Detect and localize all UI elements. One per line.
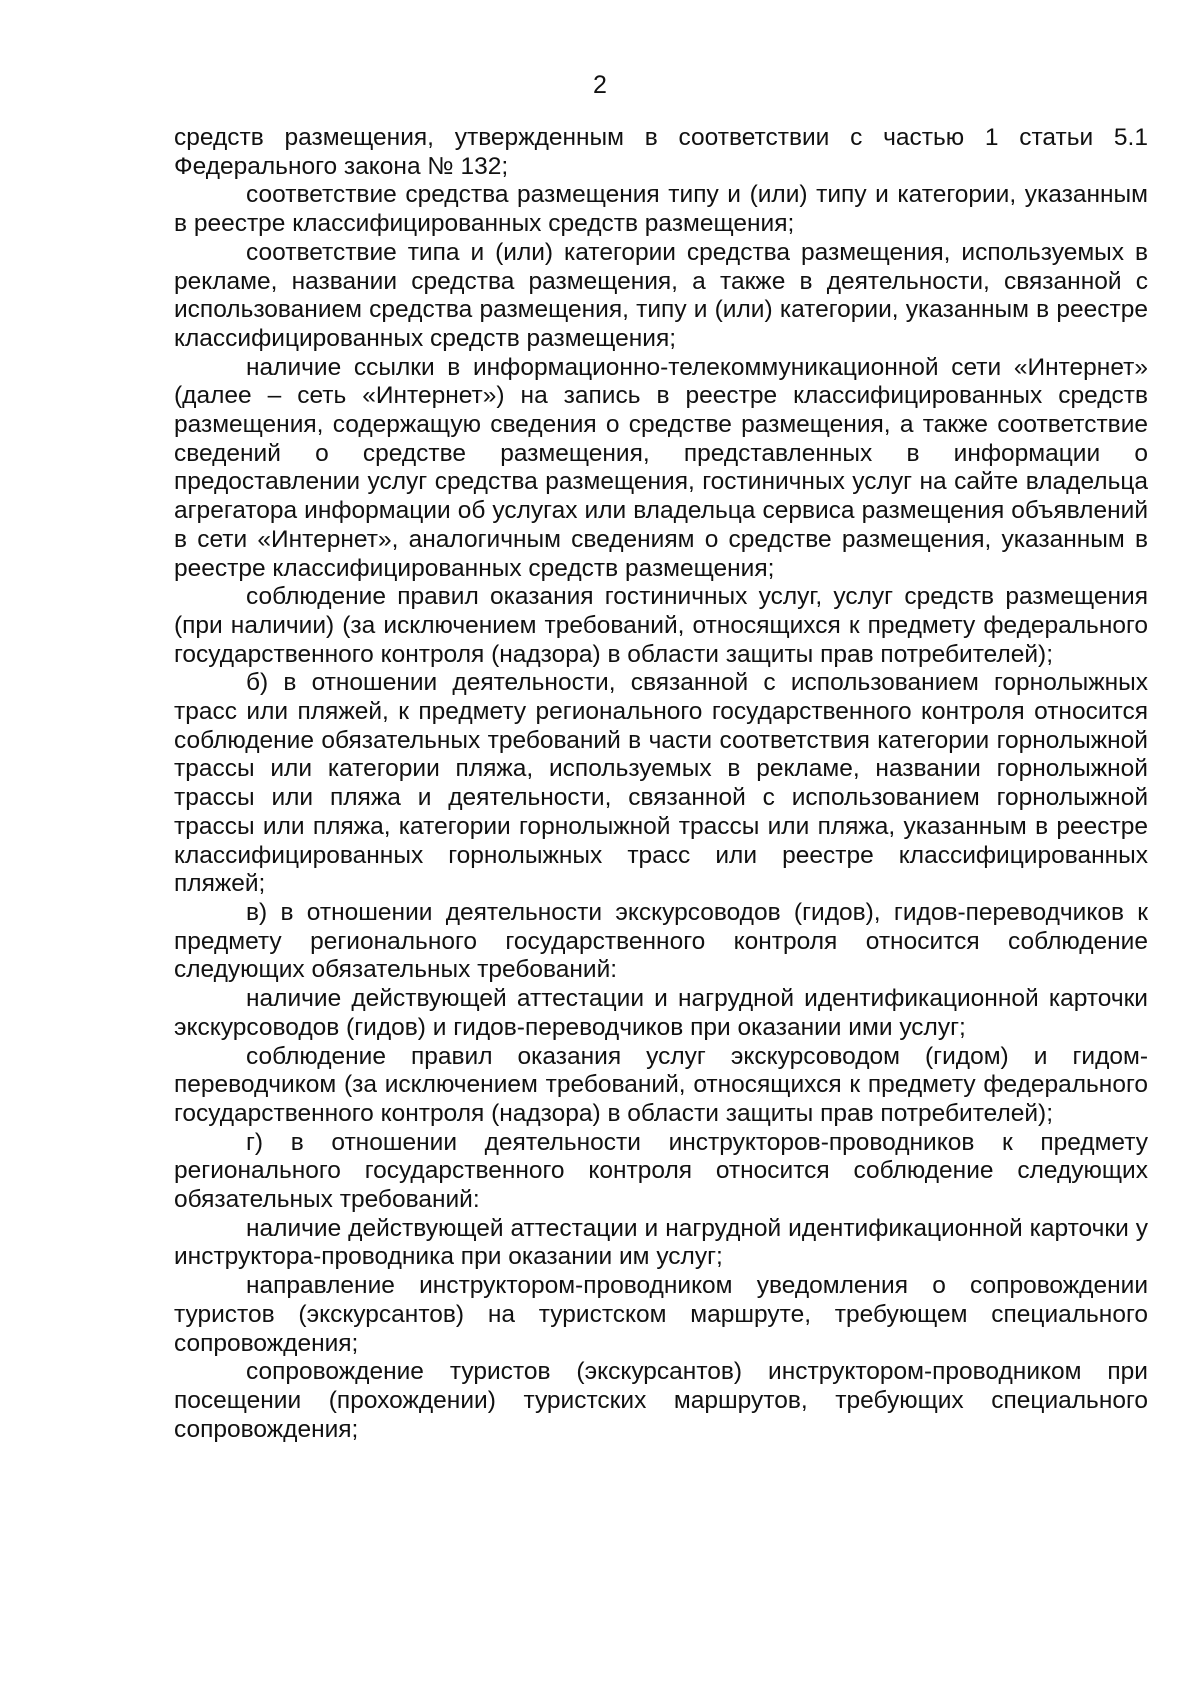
paragraph: направление инструктором-проводником уведомления о сопровождении туристов (экскурсантов) на туристском маршруте, требующем специального сопровождения; xyxy=(174,1272,1148,1357)
document-body xyxy=(174,124,1148,1444)
paragraph: наличие действующей аттестации и нагрудной идентификационной карточки экскурсоводов (гидов) и гидов-переводчиков при оказании ими услуг; xyxy=(174,985,1148,1041)
paragraph: г) в отношении деятельности инструкторов-проводников к предмету регионального государственного контроля относится соблюдение следующих обязательных требований: xyxy=(174,1128,1148,1214)
paragraph: б) в отношении деятельности, связанной с использованием горнолыжных трасс или пляжей, к предмету регионального государственного контроля относится соблюдение обязательных требований в части соответствия категории горнолыжной трассы или категории пляжа, используемых в рекламе, названии горнолыжной трассы или пляжа и деятельности, связанной с использованием горнолыжной трассы или пляжа, категории горнолыжной трассы или пляжа, указанным в реестре классифицированных горнолыжных трасс или реестре классифицированных пляжей; xyxy=(174,669,1148,898)
paragraph: соблюдение правил оказания гостиничных услуг, услуг средств размещения (при наличии) (за исключением требований, относящихся к предмету федерального государственного контроля (надзора) в области защиты прав потребителей); xyxy=(174,583,1148,668)
page-number: 2 xyxy=(593,71,607,99)
paragraph: наличие действующей аттестации и нагрудной идентификационной карточки у инструктора-проводника при оказании им услуг; xyxy=(174,1214,1148,1271)
paragraph: сопровождение туристов (экскурсантов) инструктором-проводником при посещении (прохождении) туристских маршрутов, требующих специального сопровождения; xyxy=(174,1358,1148,1443)
paragraph: наличие ссылки в информационно-телекоммуникационной сети «Интернет» (далее – сеть «Интернет») на запись в реестре классифицированных средств размещения, содержащую сведения о средстве размещения, а также соответствие сведений о средстве размещения, представленных в информации о предоставлении услуг средства размещения, гостиничных услуг на сайте владельца агрегатора информации об услугах или владельца сервиса размещения объявлений в сети «Интернет», аналогичным сведениям о средстве размещения, указанным в реестре классифицированных средств размещения; xyxy=(174,353,1148,582)
paragraph-continuation: средств размещения, утвержденным в соответствии с частью 1 статьи 5.1 Федерального закона № 132; xyxy=(174,124,1148,180)
paragraph: соответствие средства размещения типу и (или) типу и категории, указанным в реестре классифицированных средств размещения; xyxy=(174,181,1148,238)
paragraph: соответствие типа и (или) категории средства размещения, используемых в рекламе, названии средства размещения, а также в деятельности, связанной с использованием средства размещения, типу и (или) категории, указанным в реестре классифицированных средств размещения; xyxy=(174,238,1148,352)
paragraph: соблюдение правил оказания услуг экскурсоводом (гидом) и гидом-переводчиком (за исключением требований, относящихся к предмету федерального государственного контроля (надзора) в области защиты прав потребителей); xyxy=(174,1042,1148,1127)
paragraph: в) в отношении деятельности экскурсоводов (гидов), гидов-переводчиков к предмету регионального государственного контроля относится соблюдение следующих обязательных требований: xyxy=(174,898,1148,984)
